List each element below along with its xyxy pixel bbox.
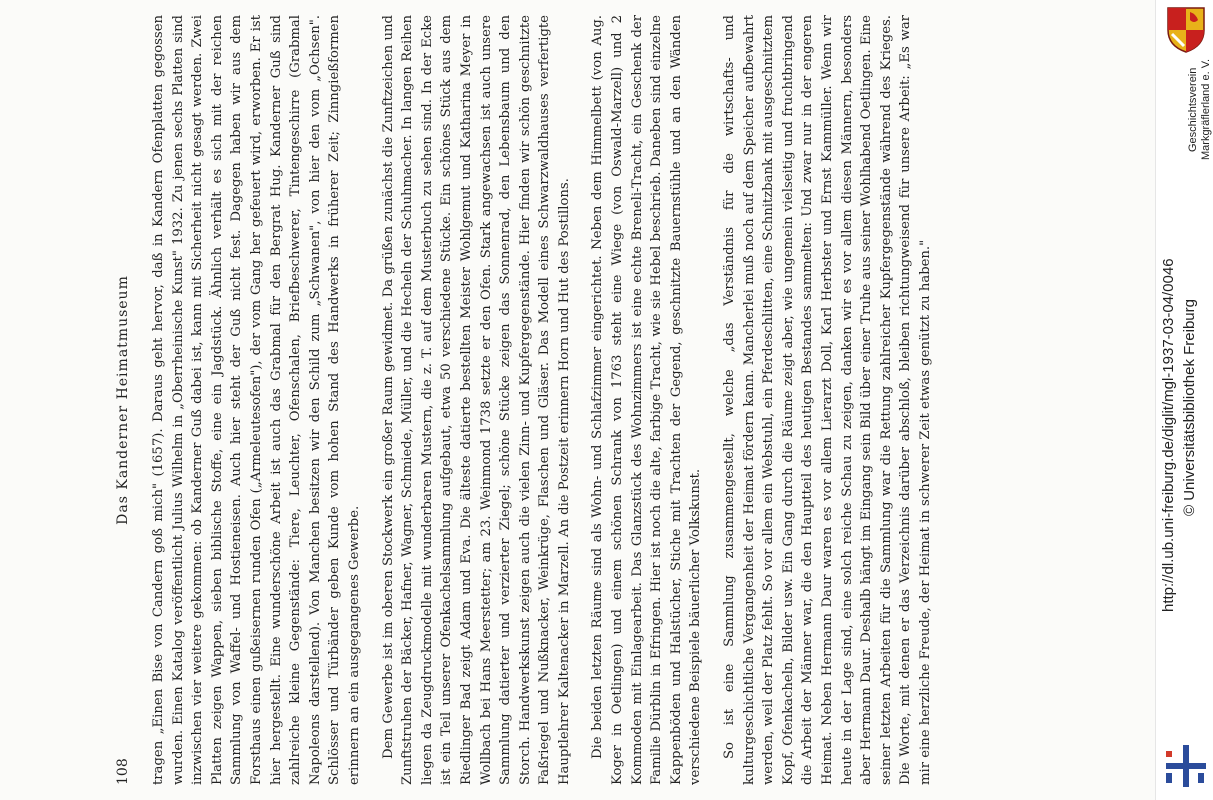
society-coat-of-arms-icon	[1160, 4, 1212, 54]
ub-freiburg-logo-icon	[1162, 743, 1210, 789]
society-name-line2: Markgräflerland e. V.	[1200, 58, 1212, 160]
running-head: Das Kanderner Heimatmuseum	[115, 275, 131, 525]
permalink-url[interactable]: http://dl.ub.uni-freiburg.de/diglit/mgl-1937-03-04/0046	[1160, 258, 1177, 612]
rotated-text-block	[37, 15, 1117, 785]
society-name-line1: Geschichtsverein	[1187, 67, 1199, 152]
page-body	[149, 15, 1079, 785]
paragraph-4: So ist eine Sammlung zusammengestellt, welche „das Verständnis für die wirtschafts- und kulturgeschichtliche Vergangenheit der Heimat fördern kann. Mancherlei muß noch auf dem Speicher aufbewahrt werden, weil der Platz fehlt. So vor allem ein Webstuhl, ein Pferdeschlitten, eine Schnitzbank mit ausgeschnitztem Kopf, Ofenkacheln, Bilder usw. Ein Gang durch die Räume zeigt aber, wie ungemein vielseitig und fruchtbringend die Arbeit der Männer war, die den Hauptteil des heutigen Bestandes sammelten: Und zwar nur in der engeren Heimat. Neben Hermann Daur waren es vor allem Lierarzt Doll, Karl Herbster und Ernst Kammüller. Wenn wir heute in der Lage sind, eine solch reiche Schau zu zeigen, danken wir es vor allem diesen Männern, besonders aber Hermann Daur. Deshalb hängt im Eingang sein Bild über einer Truhe aus seiner Wohlhabend Oetlingen. Eine seiner letzten Arbeiten für die Sammlung war die Rettung zahlreicher Kupfergegenstände während des Krieges. Die Worte, mit denen er das Verzeichnis darüber abschloß, bleiben richtungweisend für unsere Arbeit: „Es war mir eine herzliche Freude, der Heimat in schwerer Zeit etwas genützt zu haben."	[722, 15, 933, 785]
page-header	[115, 15, 141, 785]
page-number: 108	[115, 758, 131, 785]
copyright-notice: © Universitätsbibliothek Freiburg	[1181, 299, 1198, 516]
paragraph-3: Die beiden letzten Räume sind als Wohn- und Schlafzimmer eingerichtet. Neben dem Himmelbett (von Aug. Koger in Oetlingen) und einem schönen Schrank von 1763 steht eine Wiege (von Oswald-Marzell) und 2 Kommoden mit Einlagearbeit. Das Glanzstück des Wohnzimmers ist eine echte Breneli-Tracht, ein Geschenk der Familie Dürblin in Efringen. Hier ist noch die alte, farbige Tracht, wie sie Hebel beschrieb. Daneben sind einzelne Kappenböden und Halstücher, Stiche mit Trachten der Gegend, geschnitzte Bauernstühle und an den Wänden verschiedene Beispiele bäuerlicher Volkskunst.	[590, 15, 704, 785]
paragraph-1: tragen „Einen Bise von Candern goß mich" (1657). Daraus geht hervor, daß in Kandern Ofenplatten gegossen wurden. Einen Katalog veröffentlicht Julius Wilhelm in „Oberrheinische Kunst" 1932. Zu jenen sechs Platten sind inzwischen vier weitere gekommen: ob Kanderner Guß dabei ist, kann mit Sicherheit nicht gesagt werden. Zwei Platten zeigen Wappen, sieben biblische Stoffe, eine ein Jagdstück. Ähnlich verhält es sich mit der reichen Sammlung von Waffel- und Hostieneisen. Auch hier steht der Guß nicht fest. Dagegen haben wir aus dem Forsthaus einen gußeisernen runden Ofen („Armeleutesofen"), der vom Gang her gefeuert wird, erworben. Er ist hier hergestellt. Eine wunderschöne Arbeit ist auch das Grabmal für den Bergrat Hug. Kanderner Guß sind zahlreiche kleine Gegenstände: Tiere, Leuchter, Ofenschalen, Briefbeschwerer, Tintengeschirre (Grabmal Napoleons darstellend). Von Manchen besitzen wir den Schild zum „Schwanen", von hier den vom „Ochsen". Schlösser und Türbänder geben Kunde vom hohen Stand des Handwerks in früherer Zeit; Zinngießformen erinnern an ein ausgegangenes Gewerbe.	[151, 15, 362, 785]
paragraph-2: Dem Gewerbe ist im oberen Stockwerk ein großer Raum gewidmet. Da grüßen zunächst die Zunftzeichen und Zunftstruhen der Bäcker, Hafner, Wagner, Schmiede, Müller, und die Hecheln der Schuhmacher. In langen Reihen liegen da Zeugdruckmodelle mit wunderbaren Mustern, die z. T. auf dem Musterbuch zu sehen sind. In der Ecke ist ein Teil unserer Ofenkachelsammlung aufgebaut, etwa 50 verschiedene Stücke. Ein schönes Stück aus dem Riedlinger Bad zeigt Adam und Eva. Die älteste datierte bestellten Meister Wohlgemut und Katharina Meyer in Wollbach bei Hans Meerstetter; am 23. Weinmond 1738 setzte er den Ofen. Stark angewachsen ist auch unsere Sammlung datierter und verzierter Ziegel; schöne Stücke zeigen das Sonnenrad, den Lebensbaum und den Storch. Handwerkskunst zeigen auch die vielen Zinn- und Kupfergegenstände. Hier finden wir schön geschnitzte Faßriegel und Nußknacker, Weinkrüge, Flaschen und Gläser. Das Modell eines Schwarzwaldhauses verfertigte Hauptlehrer Kaltenacker in Marzell. An die Postzeit erinnern Horn und Hut des Postillons.	[380, 15, 572, 785]
